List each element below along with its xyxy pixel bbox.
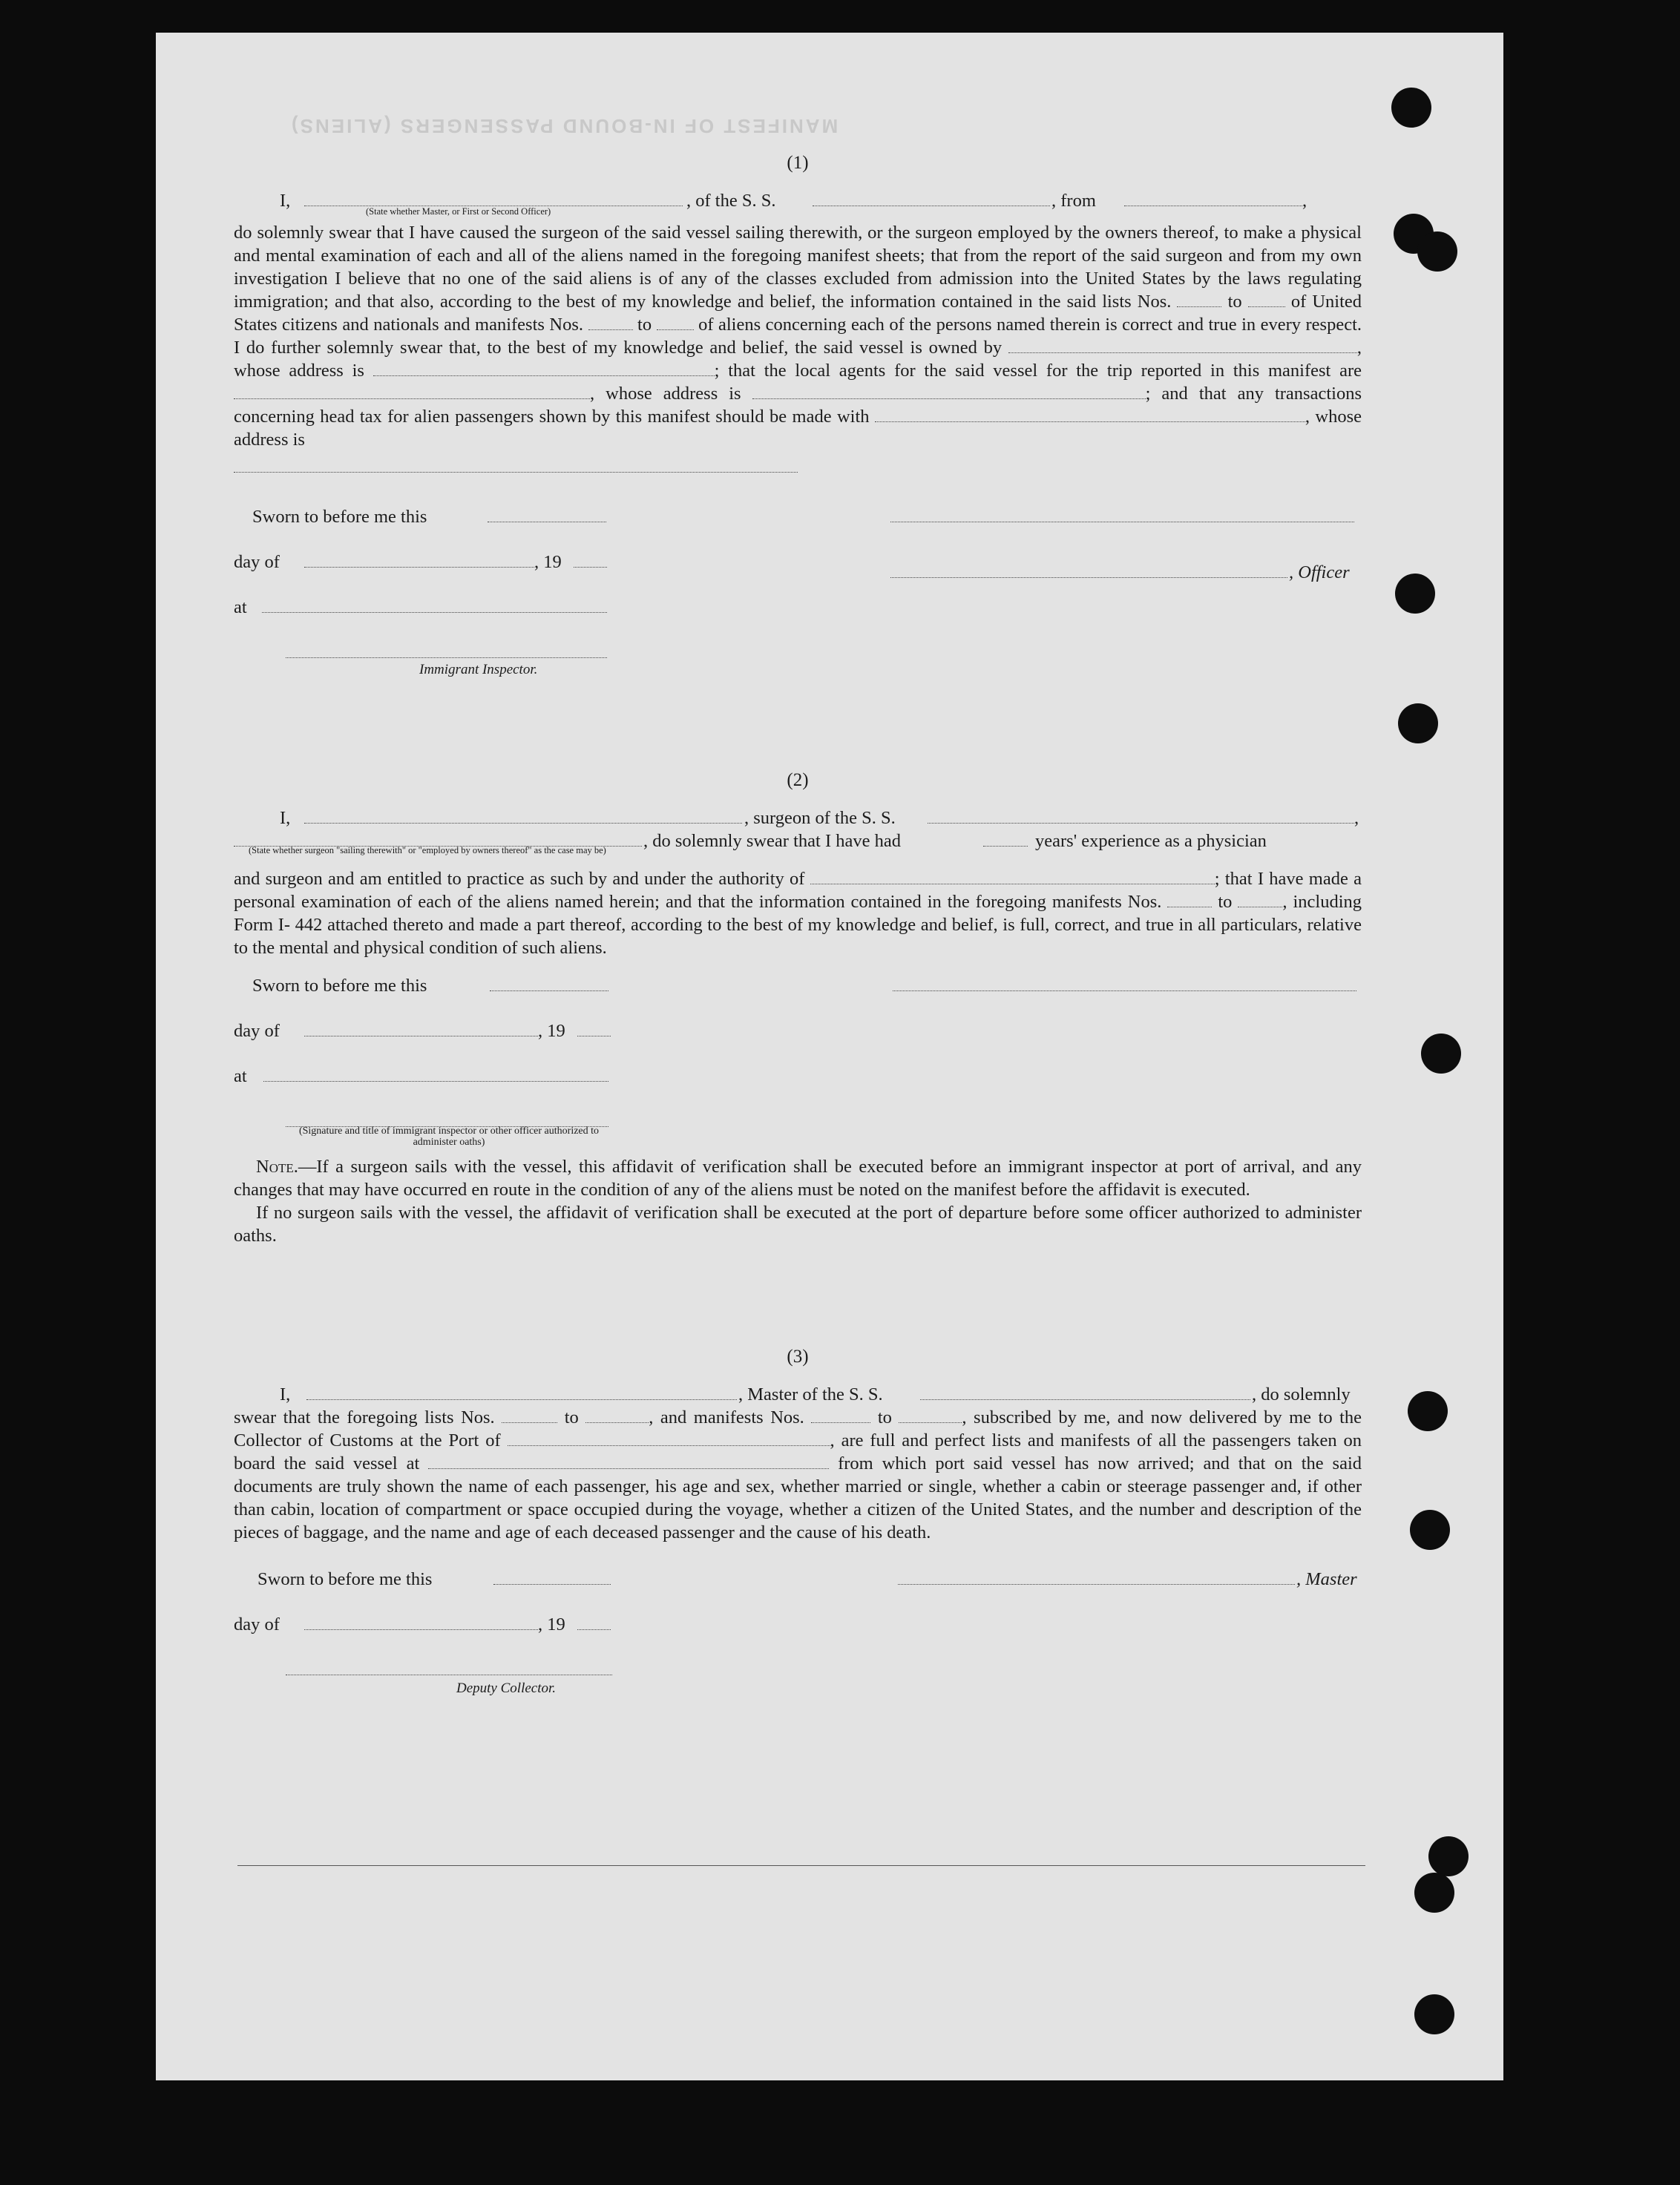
s2-officer-sig-blank[interactable] xyxy=(893,977,1356,991)
s3-do-solemnly: , do solemnly xyxy=(1252,1384,1351,1404)
s3-ship-blank[interactable] xyxy=(920,1386,1250,1400)
s2-employment-blank[interactable] xyxy=(234,832,642,847)
s2-at-label: at xyxy=(234,1066,247,1086)
punch-hole xyxy=(1414,1873,1454,1913)
s2-to-label: to xyxy=(1218,892,1233,912)
s3-from-which: from which port said vessel has now arrived; and that on the said documents are truly shown the name of each passenger, his age and sex, whether married or single, whether a cabin or steerage passenger and, if other than cabin, location of compartment or space occupied during the voyage, whether a citizen of the United States, and the number and description of the pieces of baggage, and the name and age of each deceased passenger and the cause of his death. xyxy=(234,1453,1362,1542)
s1-inspector-sig-blank[interactable] xyxy=(286,644,607,658)
s3-list-to-blank[interactable] xyxy=(585,1409,649,1423)
s3-list-from-blank[interactable] xyxy=(502,1409,557,1423)
punch-hole xyxy=(1408,1391,1448,1431)
s3-boarding-port-blank[interactable] xyxy=(428,1455,829,1469)
s1-day-of-label: day of xyxy=(234,552,280,572)
section-1-number: (1) xyxy=(787,153,809,173)
s1-officer-label: , Officer xyxy=(1289,562,1350,582)
s2-comma: , xyxy=(1354,808,1359,828)
s1-manifest-from-blank[interactable] xyxy=(588,316,633,330)
s2-note2: If no surgeon sails with the vessel, the affidavit of verification shall be executed at the port of departure before some officer authorized to administer oaths. xyxy=(234,1203,1362,1246)
s2-note-label: Note. xyxy=(256,1157,298,1177)
punch-hole xyxy=(1414,1994,1454,2034)
s2-years-blank[interactable] xyxy=(983,832,1028,847)
s1-body2b: of aliens concerning each of the persons named therein is correct and true in every respect. I do further solemnly swear that, to the best of my knowledge and belief, the said vessel is owned by xyxy=(234,315,1362,358)
s2-year-label: , 19 xyxy=(538,1021,565,1041)
s3-and-manifests: , and manifests Nos. xyxy=(649,1407,804,1427)
punch-hole xyxy=(1417,231,1457,272)
form-text xyxy=(234,122,1362,1700)
s2-surgeon-of-label: , surgeon of the S. S. xyxy=(744,808,896,828)
s1-manifest-to-blank[interactable] xyxy=(657,316,694,330)
s1-semicolon: ; xyxy=(714,361,720,381)
s2-manifest-to-blank[interactable] xyxy=(1238,893,1282,907)
s2-swear-label: , do solemnly swear that I have had xyxy=(643,831,901,851)
s1-end-comma: , xyxy=(1302,191,1307,211)
s1-ship-blank[interactable] xyxy=(813,192,1050,206)
s3-master-sig-blank[interactable] xyxy=(898,1571,1295,1585)
s3-year-label: , 19 xyxy=(538,1614,565,1634)
s1-day-blank[interactable] xyxy=(304,553,534,568)
s2-i-label: I, xyxy=(280,808,291,828)
s1-at-label: at xyxy=(234,597,247,617)
s2-state-note: (State whether surgeon "sailing therewith" or "employed by owners thereof" as the case may be) xyxy=(249,845,606,855)
s3-manifest-to-blank[interactable] xyxy=(899,1409,962,1423)
s2-name-blank[interactable] xyxy=(304,809,742,824)
s1-whose-address3: , whose address is xyxy=(234,407,1362,450)
s3-full-lists: , are full and perfect lists and manifests of all the passengers taken on board the said vessel at xyxy=(234,1430,1362,1473)
s3-to1: to xyxy=(564,1407,579,1427)
section-2-number: (2) xyxy=(787,770,809,790)
s1-whose-address2: whose address is xyxy=(606,384,741,404)
s3-master-of-label: , Master of the S. S. xyxy=(738,1384,883,1404)
s1-agents-address-blank[interactable] xyxy=(752,385,1146,399)
bottom-rule xyxy=(237,1865,1365,1866)
s2-semicolon: ; xyxy=(1214,869,1220,889)
s3-to2: to xyxy=(877,1407,892,1427)
section-3-number: (3) xyxy=(787,1347,809,1367)
s2-body2: , including Form I- 442 attached thereto and made a part thereof, according to the best of my knowledge and belief, is full, correct, and true in all particulars, relative to the mental and physical condition of such aliens. xyxy=(234,892,1362,958)
s2-manifest-from-blank[interactable] xyxy=(1167,893,1212,907)
punch-hole xyxy=(1391,88,1431,128)
s3-day-blank[interactable] xyxy=(304,1616,538,1630)
s2-note1: —If a surgeon sails with the vessel, this affidavit of verification shall be executed before an immigrant inspector at port of arrival, and any changes that may have occurred en route in the condition of any of the aliens must be noted on the manifest before the affidavit is executed. xyxy=(234,1157,1362,1200)
s3-manifest-from-blank[interactable] xyxy=(811,1409,870,1423)
s2-sworn-label: Sworn to before me this xyxy=(252,976,427,996)
s1-sworn-label: Sworn to before me this xyxy=(252,507,427,527)
s3-year-blank[interactable] xyxy=(577,1616,611,1630)
s3-swear-lists: swear that the foregoing lists Nos. xyxy=(234,1407,495,1427)
s3-deputy-caption: Deputy Collector. xyxy=(456,1680,557,1696)
s3-deputy-sig-blank[interactable] xyxy=(286,1661,612,1675)
s2-sworn-blank[interactable] xyxy=(490,977,608,991)
s1-to2-label: to xyxy=(637,315,652,335)
s1-body2a: of United States citizens and nationals and manifests Nos. xyxy=(234,292,1362,335)
punch-hole xyxy=(1395,574,1435,614)
punch-hole xyxy=(1410,1510,1450,1550)
s1-owner-blank[interactable] xyxy=(1008,339,1357,353)
s2-day-of-label: day of xyxy=(234,1021,280,1041)
s3-day-of-label: day of xyxy=(234,1614,280,1634)
s1-officer-title-blank[interactable] xyxy=(890,564,1287,578)
s3-sworn-label: Sworn to before me this xyxy=(257,1569,433,1589)
s2-day-blank[interactable] xyxy=(304,1022,538,1036)
s1-from-blank[interactable] xyxy=(1124,192,1302,206)
s1-comma: , xyxy=(590,384,595,404)
s3-port-blank[interactable] xyxy=(508,1432,830,1446)
s1-owner-address-blank[interactable] xyxy=(373,362,715,376)
ghost-header-text: MANIFEST OF IN-BOUND PASSENGERS (ALIENS) xyxy=(289,115,839,137)
s2-body1: that I have made a personal examination of each of the aliens named herein; and that the information contained in the foregoing manifests Nos. xyxy=(234,869,1362,912)
s2-at-blank[interactable] xyxy=(263,1068,608,1082)
s3-sworn-blank[interactable] xyxy=(493,1571,611,1585)
s1-body: do solemnly swear that I have caused the surgeon of the said vessel sailing therewith, or the surgeon employed by the owners thereof, to make a physical and mental examination of each and all of the aliens named in the foregoing manifest sheets; that from the report of the said surgeon and from my own investigation I believe that no one of the said aliens is of any of the classes excluded from admission into the United States by the laws regulating immigration; and that also, according to the best of my knowledge and belief, the information contained in the said lists Nos. xyxy=(234,223,1362,312)
s3-subscribed: , subscribed by me, and now delivered by me to the Collector of Customs at the Port of xyxy=(234,1407,1362,1450)
s1-whose-address: , whose address is xyxy=(234,338,1362,381)
s2-authority: and surgeon and am entitled to practice as such by and under the authority of xyxy=(234,869,805,889)
s1-list-to-blank[interactable] xyxy=(1248,293,1285,307)
s3-master-label: , Master xyxy=(1296,1569,1357,1589)
s1-final-address-blank[interactable] xyxy=(234,459,798,473)
s2-authority-blank[interactable] xyxy=(810,870,1215,884)
s1-of-ss-label: , of the S. S. xyxy=(686,191,776,211)
s1-local-agents: that the local agents for the said vessel for the trip reported in this manifest are xyxy=(728,361,1362,381)
s1-state-note: (State whether Master, or First or Second Officer) xyxy=(366,206,551,217)
s1-year-label: , 19 xyxy=(534,552,562,572)
document-sheet xyxy=(156,33,1503,2080)
s1-officer-sig-blank[interactable] xyxy=(890,508,1354,522)
s3-name-blank[interactable] xyxy=(306,1386,737,1400)
punch-hole xyxy=(1428,1836,1469,1876)
s2-ship-blank[interactable] xyxy=(928,809,1354,824)
s1-year-blank[interactable] xyxy=(574,553,607,568)
s1-to-label: to xyxy=(1227,292,1242,312)
punch-hole xyxy=(1398,703,1438,743)
s3-i-label: I, xyxy=(280,1384,291,1404)
s1-from-label: , from xyxy=(1051,191,1096,211)
s1-list-from-blank[interactable] xyxy=(1177,293,1221,307)
s2-year-blank[interactable] xyxy=(577,1022,611,1036)
punch-hole xyxy=(1421,1034,1461,1074)
s1-head-tax-blank[interactable] xyxy=(875,408,1305,422)
s1-head-tax: ; and that any transactions concerning head tax for alien passengers shown by this manifest should be made with xyxy=(234,384,1362,427)
s1-name-blank[interactable] xyxy=(304,192,683,206)
s1-i-label: I, xyxy=(280,191,291,211)
s1-agents-blank[interactable] xyxy=(234,385,590,399)
s1-sworn-blank[interactable] xyxy=(488,508,606,522)
s1-inspector-caption: Immigrant Inspector. xyxy=(419,662,538,677)
s1-at-blank[interactable] xyxy=(262,599,607,613)
s2-years-label: years' experience as a physician xyxy=(1035,831,1267,851)
s2-sig-caption: (Signature and title of immigrant inspector or other officer authorized to administer oaths) xyxy=(298,1126,600,1148)
